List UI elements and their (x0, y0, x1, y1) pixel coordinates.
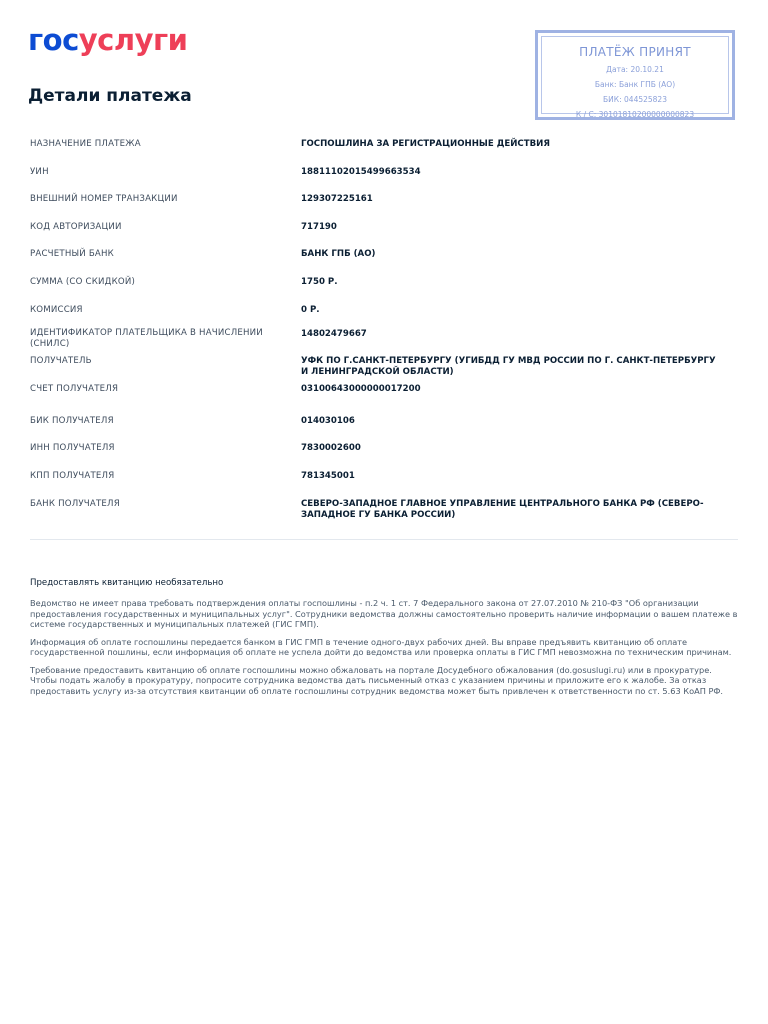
detail-row-uin (30, 161, 738, 189)
detail-row-payer-id (30, 326, 738, 354)
detail-row-settlement-bank (30, 243, 738, 271)
detail-row-recipient (30, 354, 738, 382)
stamp-bik: БИК: 044525823 (603, 95, 667, 104)
detail-label: ПОЛУЧАТЕЛЬ (30, 356, 92, 367)
detail-label: ИНН ПОЛУЧАТЕЛЯ (30, 443, 115, 454)
detail-label: БИК ПОЛУЧАТЕЛЯ (30, 415, 114, 426)
detail-row-recipient-bank (30, 493, 738, 521)
detail-row-transaction (30, 188, 738, 216)
detail-value: УФК ПО Г.САНКТ-ПЕТЕРБУРГУ (УГИБДД ГУ МВД РОССИИ ПО Г. САНКТ-ПЕТЕРБУРГУ И ЛЕНИНГРАДСКОЙ ОБЛАСТИ) (301, 356, 716, 378)
detail-row-recipient-account (30, 382, 738, 410)
notes-paragraph: Ведомство не имеет права требовать подтверждения оплаты госпошлины - п.2 ч. 1 ст. 7 Федерального закона от 27.07.2010 № 210-ФЗ "Об организации предоставления государственных и муниципальных услуг". Сотрудники ведомства должны самостоятельно проверить наличие информации о вашем платеже в системе государственных и муниципальных платежей (ГИС ГМП). (30, 598, 738, 629)
detail-label: КПП ПОЛУЧАТЕЛЯ (30, 470, 115, 481)
detail-label: КОД АВТОРИЗАЦИИ (30, 221, 122, 232)
detail-label: ИДЕНТИФИКАТОР ПЛАТЕЛЬЩИКА В НАЧИСЛЕНИИ (СНИЛС) (30, 328, 263, 350)
detail-value: 0 Р. (301, 304, 320, 315)
page-title: Детали платежа (28, 86, 192, 106)
detail-row-recipient-inn (30, 437, 738, 465)
stamp-account: К / С: 30101810200000000823 (575, 110, 695, 119)
stamp-date: Дата: 20.10.21 (606, 65, 664, 74)
detail-label: УИН (30, 166, 49, 177)
logo-part-uslugi: услуги (78, 23, 188, 57)
detail-row-recipient-kpp (30, 465, 738, 493)
detail-value: 18811102015499663534 (301, 166, 421, 177)
gosuslugi-logo (28, 23, 188, 57)
payment-details-table (30, 133, 738, 520)
detail-row-auth-code (30, 216, 738, 244)
detail-value: 717190 (301, 221, 337, 232)
stamp-bank: Банк: Банк ГПБ (АО) (594, 80, 676, 89)
detail-label: БАНК ПОЛУЧАТЕЛЯ (30, 498, 120, 509)
detail-label: СЧЕТ ПОЛУЧАТЕЛЯ (30, 384, 119, 395)
detail-label: ВНЕШНИЙ НОМЕР ТРАНЗАКЦИИ (30, 194, 178, 205)
detail-label: НАЗНАЧЕНИЕ ПЛАТЕЖА (30, 139, 141, 149)
detail-label: РАСЧЕТНЫЙ БАНК (30, 249, 114, 260)
detail-value: 7830002600 (301, 443, 361, 454)
detail-value: 14802479667 (301, 329, 367, 340)
stamp-inner-frame (541, 36, 729, 119)
detail-value: СЕВЕРО-ЗАПАДНОЕ ГЛАВНОЕ УПРАВЛЕНИЕ ЦЕНТРАЛЬНОГО БАНКА РФ (СЕВЕРО-ЗАПАДНОЕ ГУ БАНКА РОССИИ) (301, 498, 704, 520)
stamp-title: ПЛАТЁЖ ПРИНЯТ (579, 45, 691, 59)
detail-value: БАНК ГПБ (АО) (301, 249, 376, 260)
detail-row-amount (30, 271, 738, 299)
notes-paragraph: Требование предоставить квитанцию об оплате госпошлины можно обжаловать на портале Досудебного обжалования (do.gosuslugi.ru) или в прокуратуре. Чтобы подать жалобу в прокуратуру, попросите сотрудника ведомства дать письменный отказ с указанием причины и приложите его к жалобе. За отказ предоставить услугу из-за отсутствия квитанции об оплате госпошлины сотрудник ведомства может быть привлечен к ответственности по ст. 5.63 КоАП РФ. (30, 664, 724, 696)
receipt-notes (30, 578, 738, 703)
detail-row-purpose (30, 133, 738, 161)
detail-value: 781345001 (301, 470, 355, 481)
logo-part-gos: гос (28, 23, 79, 57)
detail-label: КОМИССИЯ (30, 304, 83, 315)
detail-value: 014030106 (301, 415, 355, 426)
detail-value: ГОСПОШЛИНА ЗА РЕГИСТРАЦИОННЫЕ ДЕЙСТВИЯ (301, 139, 550, 149)
detail-row-commission (30, 299, 738, 327)
detail-label: СУММА (СО СКИДКОЙ) (30, 276, 136, 287)
detail-value: 129307225161 (301, 194, 373, 205)
detail-row-recipient-bik (30, 410, 738, 438)
detail-value: 1750 Р. (301, 276, 338, 287)
detail-value: 03100643000000017200 (301, 384, 421, 395)
payment-accepted-stamp (535, 30, 735, 120)
section-divider (30, 539, 738, 540)
notes-heading: Предоставлять квитанцию необязательно (30, 578, 224, 588)
notes-paragraph: Информация об оплате госпошлины передается банком в ГИС ГМП в течение одного-двух рабочих дней. Вы вправе предъявить квитанцию об оплате государственной пошлины, если информация об оплате не успела дойти до ведомства или проверка оплаты в ГИС ГМП невозможна по техническим причинам. (30, 636, 732, 657)
